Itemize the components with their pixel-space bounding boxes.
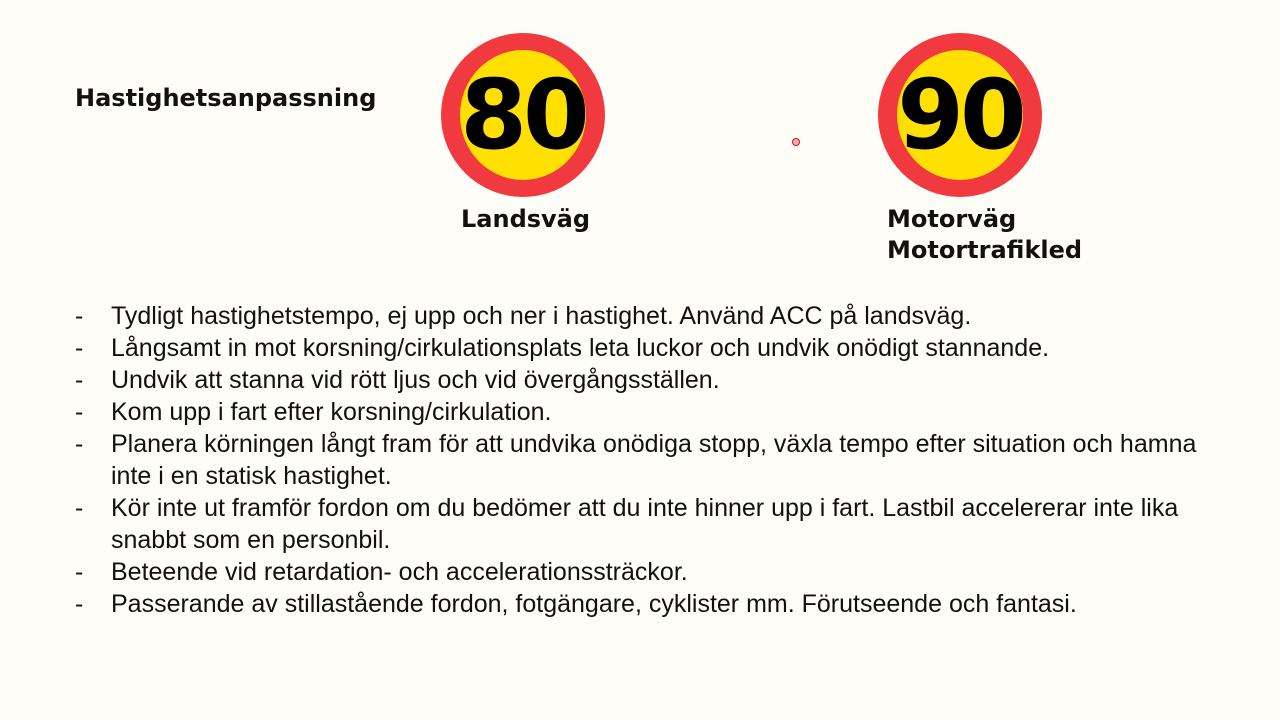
speed-sign-80: [441, 33, 605, 197]
bullet-dash: -: [75, 590, 84, 618]
bullet-text: Beteende vid retardation- och accelerationssträckor.: [111, 558, 688, 586]
label-line: Motorväg: [887, 205, 1017, 233]
list-item: [75, 492, 1235, 556]
bullet-text: Tydligt hastighetstempo, ej upp och ner i hastighet. Använd ACC på landsväg.: [111, 302, 972, 330]
speed-value: 80: [460, 59, 586, 171]
bullet-dash: -: [75, 334, 84, 362]
sign-label-motorvag: [887, 204, 1082, 266]
list-item: [75, 396, 1235, 428]
list-item: [75, 332, 1235, 364]
bullet-list: [75, 300, 1235, 620]
label-line: Landsväg: [461, 205, 591, 233]
bullet-dash: -: [75, 558, 84, 586]
label-line: Motortrafikled: [887, 236, 1083, 264]
bullet-text: Kom upp i fart efter korsning/cirkulation.: [111, 398, 552, 426]
bullet-text: Passerande av stillastående fordon, fotgängare, cyklister mm. Förutseende och fantasi.: [111, 590, 1077, 618]
list-item: [75, 364, 1235, 396]
laser-pointer-icon: [792, 138, 800, 146]
bullet-dash: -: [75, 398, 84, 426]
bullet-dash: -: [75, 366, 84, 394]
list-item: [75, 300, 1235, 332]
bullet-text: Undvik att stanna vid rött ljus och vid övergångsställen.: [111, 366, 720, 394]
slide-title: Hastighetsanpassning: [75, 84, 377, 112]
list-item: [75, 588, 1235, 620]
speed-sign-90: [878, 33, 1042, 197]
bullet-dash: -: [75, 430, 84, 458]
sign-label-landsvag: [461, 204, 590, 235]
speed-value: 90: [897, 59, 1023, 171]
bullet-dash: -: [75, 302, 84, 330]
list-item: [75, 556, 1235, 588]
bullet-text: Kör inte ut framför fordon om du bedömer att du inte hinner upp i fart. Lastbil accelererar inte lika snabbt som en personbil.: [111, 494, 1179, 554]
bullet-dash: -: [75, 494, 84, 522]
list-item: [75, 428, 1235, 492]
bullet-text: Långsamt in mot korsning/cirkulationsplats leta luckor och undvik onödigt stannande.: [111, 334, 1050, 362]
bullet-text: Planera körningen långt fram för att undvika onödiga stopp, växla tempo efter situation och hamna inte i en statisk hastighet.: [111, 430, 1197, 490]
